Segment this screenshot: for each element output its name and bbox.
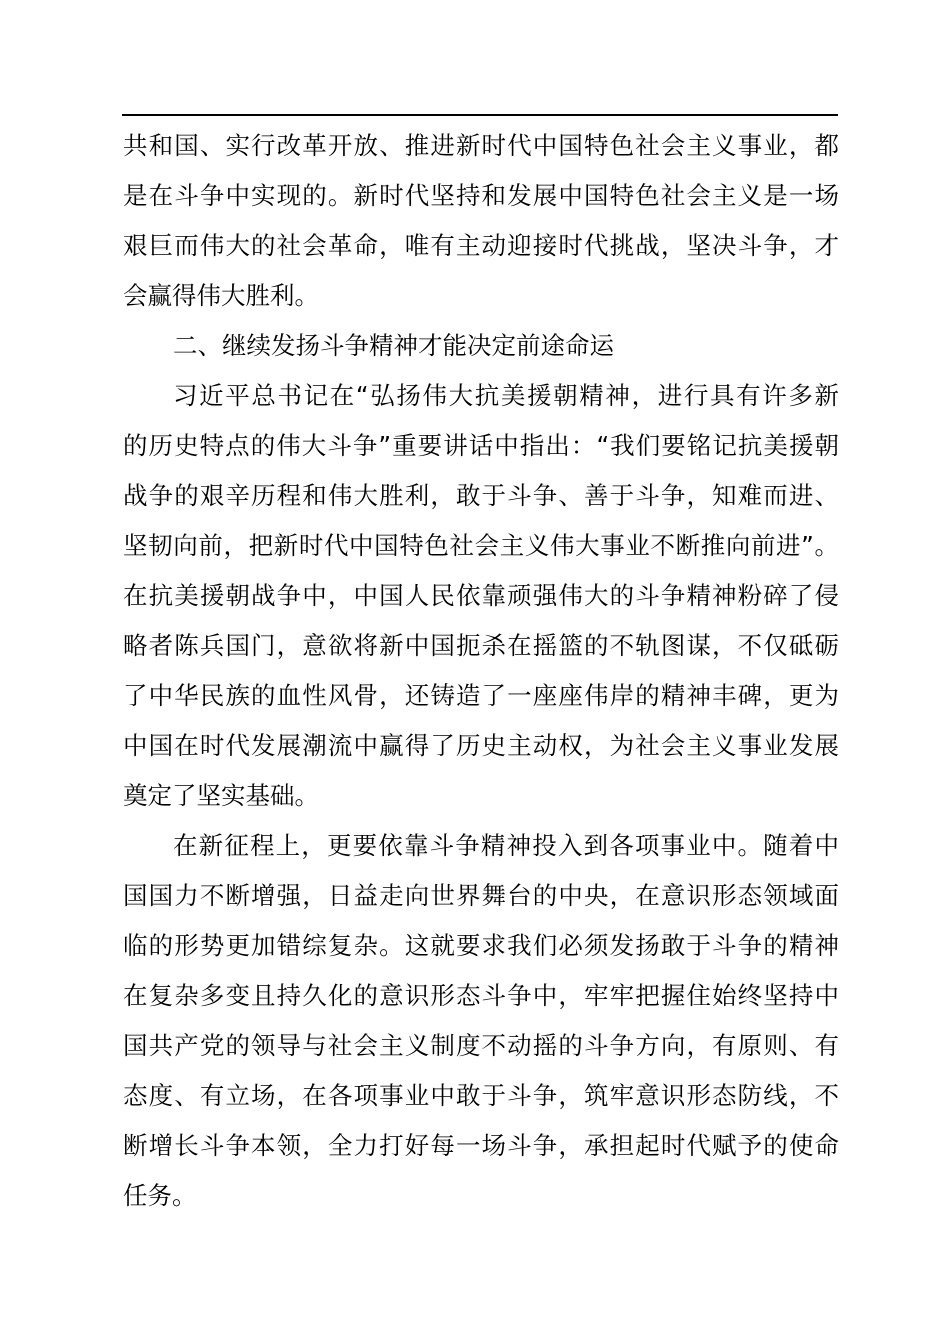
header-rule <box>122 114 838 116</box>
text-line: 了中华民族的血性风骨，还铸造了一座座伟岸的精神丰碑，更为 <box>123 681 839 710</box>
text-line: 是在斗争中实现的。新时代坚持和发展中国特色社会主义是一场 <box>123 181 839 210</box>
text-line: 在复杂多变且持久化的意识形态斗争中，牢牢把握住始终坚持中 <box>123 981 839 1010</box>
text-line: 奠定了坚实基础。 <box>123 781 319 810</box>
paragraph-2 <box>123 371 839 821</box>
text-line: 临的形势更加错综复杂。这就要求我们必须发扬敢于斗争的精神 <box>123 931 839 960</box>
text-line: 国国力不断增强，日益走向世界舞台的中央，在意识形态领域面 <box>123 881 839 910</box>
text-line: 艰巨而伟大的社会革命，唯有主动迎接时代挑战，坚决斗争，才 <box>123 231 839 260</box>
text-line: 任务。 <box>123 1181 197 1210</box>
text-line: 国共产党的领导与社会主义制度不动摇的斗争方向，有原则、有 <box>123 1031 839 1060</box>
text-line: 在新征程上，更要依靠斗争精神投入到各项事业中。随着中 <box>173 831 839 860</box>
text-line: 习近平总书记在“弘扬伟大抗美援朝精神，进行具有许多新 <box>173 381 839 410</box>
text-line: 断增长斗争本领，全力打好每一场斗争，承担起时代赋予的使命 <box>123 1131 839 1160</box>
text-line: 中国在时代发展潮流中赢得了历史主动权，为社会主义事业发展 <box>123 731 839 760</box>
text-line: 战争的艰辛历程和伟大胜利，敢于斗争、善于斗争，知难而进、 <box>123 481 839 510</box>
text-line: 的历史特点的伟大斗争”重要讲话中指出：“我们要铭记抗美援朝 <box>123 431 839 460</box>
text-line: 态度、有立场，在各项事业中敢于斗争，筑牢意识形态防线，不 <box>123 1081 839 1110</box>
document-body <box>123 121 839 1221</box>
section-heading <box>123 321 839 371</box>
text-line: 会赢得伟大胜利。 <box>123 281 319 310</box>
section-heading-text: 二、继续发扬斗争精神才能决定前途命运 <box>173 331 614 360</box>
text-line: 在抗美援朝战争中，中国人民依靠顽强伟大的斗争精神粉碎了侵 <box>123 581 839 610</box>
text-line: 略者陈兵国门，意欲将新中国扼杀在摇篮的不轨图谋，不仅砥砺 <box>123 631 839 660</box>
paragraph-3 <box>123 821 839 1221</box>
paragraph-1 <box>123 121 839 321</box>
text-line: 共和国、实行改革开放、推进新时代中国特色社会主义事业，都 <box>123 131 839 160</box>
text-line: 坚韧向前，把新时代中国特色社会主义伟大事业不断推向前进”。 <box>123 531 839 560</box>
